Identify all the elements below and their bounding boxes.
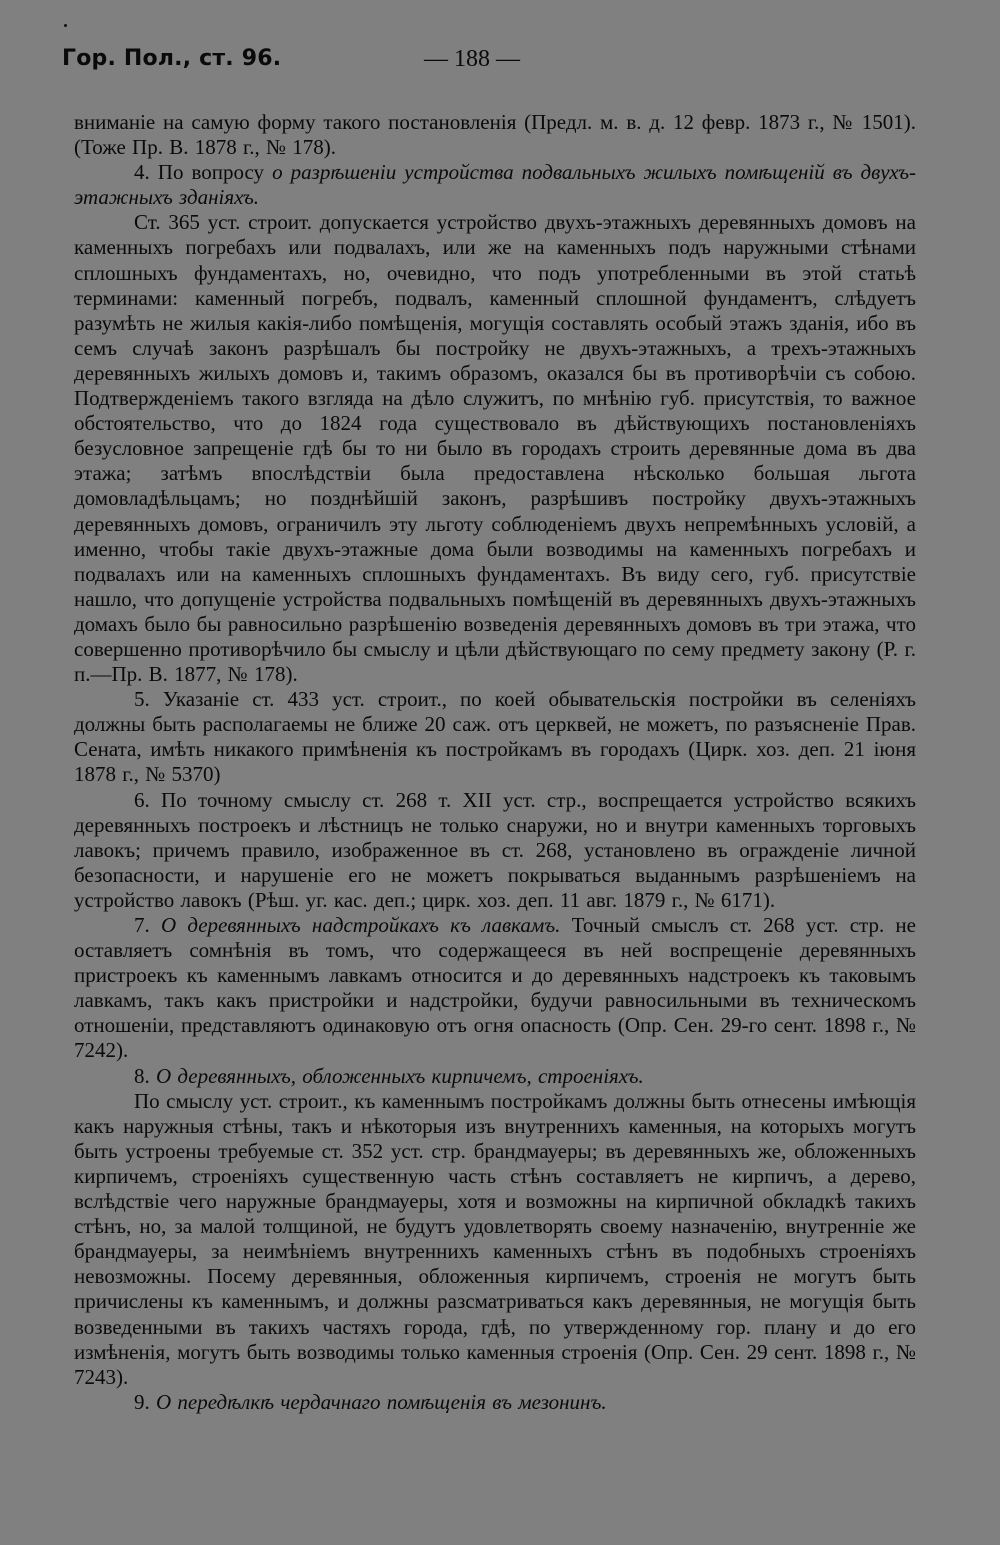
section-number: 9. <box>134 1389 156 1414</box>
paragraph-text: Ст. 365 уст. строит. допускается устройство двухъ-этажныхъ деревянныхъ домовъ на каменныхъ погребахъ или подвалахъ, или же на каменныхъ подъ наружными стѣнами сплошныхъ фундаментахъ, но, очевидно, что подъ употребленными въ этой статьѣ терминами: каменный погребъ, подвалъ, каменный сплошной фундаментъ, слѣдуетъ разумѣть не жилыя какія-либо помѣщенія, могущія составлять особый этажъ зданія, ибо въ семъ случаѣ законъ разрѣшалъ бы постройку не двухъ-этажныхъ, а трехъ-этажныхъ деревянныхъ жилыхъ домовъ и, такимъ образомъ, оказался бы въ противорѣчіи съ собою. Подтвержденіемъ такого взгляда на дѣло служитъ, по мнѣнію губ. присутствія, то важное обстоятельство, что до 1824 года существовало въ дѣйствующихъ постановленіяхъ безусловное запрещеніе гдѣ бы то ни было въ городахъ строить деревянные дома въ два этажа; затѣмъ впослѣдствіи была предоставлена нѣсколько большая льгота домовладѣльцамъ; но позднѣйшій законъ, разрѣшивъ постройку двухъ-этажныхъ деревянныхъ домовъ, ограничилъ эту льготу соблюденіемъ двухъ непремѣнныхъ условій, а именно, чтобы такіе двухъ-этажные дома были возводимы на каменныхъ погребахъ и подвалахъ или на каменныхъ сплошныхъ фундаментахъ. Въ виду сего, губ. присутствіе нашло, что допущеніе устройства подвальныхъ помѣщеній въ деревянныхъ двухъ-этажныхъ домахъ было бы равносильно разрѣшенію возведенія деревянныхъ домовъ въ три этажа, что совершенно противорѣчило бы смыслу и цѣли дѣйствующаго по сему предмету закону (Р. г. п.—Пр. В. 1877, № 178). <box>74 210 916 687</box>
paragraph-text: Точный смыслъ ст. 268 уст. стр. не оставляетъ сомнѣнія въ томъ, что содержащееся въ ней воспрещеніе деревянныхъ пристроекъ къ каменнымъ лавкамъ относится и до деревянныхъ надстроекъ къ таковымъ лавкамъ, такъ какъ пристройки и надстройки, будучи равносильными въ техническомъ отношеніи, представляютъ одинаковую отъ огня опасность (Опр. Сен. 29-го сент. 1898 г., № 7242). <box>74 913 916 1063</box>
page-number: — 188 — <box>424 46 520 72</box>
section-title: О передѣлкѣ чердачнаго помѣщенія въ мезонинъ. <box>156 1389 607 1414</box>
section-number: 8. <box>134 1063 156 1088</box>
paragraph-text: По смыслу уст. строит., къ каменнымъ постройкамъ должны быть отнесены имѣющія какъ наружныя стѣны, такъ и нѣкоторыя изъ внутреннихъ каменныя, на которыхъ могутъ быть устроены требуемые ст. 352 уст. стр. брандмауеры; въ деревянныхъ же, обложенныхъ кирпичемъ, строеніяхъ существенную часть стѣнъ составляетъ не кирпичъ, а дерево, вслѣдствіе чего наружные брандмауеры, хотя и возможны на кирпичной обкладкѣ такихъ стѣнъ, но, за малой толщиной, не будутъ удовлетворять своему назначенію, внутренніе же брандмауеры, за неимѣніемъ внутреннихъ каменныхъ стѣнъ въ подобныхъ строеніяхъ невозможны. Посему деревянныя, обложенныя кирпичемъ, строенія не могутъ быть причислены къ каменнымъ, и должны разсматриваться какъ деревянныя, не могущія быть возведенными въ такихъ частяхъ города, гдѣ, по утвержденному гор. плану и до его измѣненія, могутъ быть возводимы только каменныя строенія (Опр. Сен. 29 сент. 1898 г., № 7243). <box>74 1088 916 1389</box>
section-5 <box>74 687 916 787</box>
section-8-heading <box>74 1064 916 1089</box>
section-4-heading <box>74 160 916 210</box>
section-title: О деревянныхъ, обложенныхъ кирпичемъ, строеніяхъ. <box>156 1063 644 1088</box>
paragraph-continuation <box>74 110 916 160</box>
page-header <box>62 46 912 80</box>
section-number: 4. По вопросу <box>134 160 273 185</box>
paragraph-text: вниманіе на самую форму такого постановленія (Предл. м. в. д. 12 февр. 1873 г., № 1501). (Тоже Пр. В. 1878 г., № 178). <box>74 110 916 160</box>
paragraph-text: 6. По точному смыслу ст. 268 т. XII уст. стр., воспрещается устройство всякихъ деревянныхъ построекъ и лѣстницъ не только снаружи, но и внутри каменныхъ торговыхъ лавокъ; причемъ правило, изображенное въ ст. 268, установлено въ огражденіе личной безопасности, и нарушеніе его не можетъ покрываться выданнымъ разрѣшеніемъ на устройство лавокъ (Рѣш. уг. кас. деп.; цирк. хоз. деп. 11 авг. 1879 г., № 6171). <box>74 787 916 912</box>
running-head: Гор. Пол., ст. 96. <box>62 46 282 71</box>
section-8-body <box>74 1089 916 1390</box>
section-9-heading <box>74 1390 916 1415</box>
section-6 <box>74 788 916 913</box>
section-number: 7. <box>134 913 161 937</box>
section-7 <box>74 913 916 1064</box>
section-title: О деревянныхъ надстройкахъ къ лавкамъ. <box>160 913 561 937</box>
page-body <box>74 110 916 1415</box>
section-title: о разрѣшеніи устройства подвальныхъ жилыхъ помѣщеній въ двухъ-этажныхъ зданіяхъ. <box>74 160 916 210</box>
paragraph-text: 5. Указаніе ст. 433 уст. строит., по коей обывательскія постройки въ селеніяхъ должны быть располагаемы не ближе 20 саж. отъ церквей, не можетъ, по разъясненіе Прав. Сената, имѣть никакого примѣненія къ постройкамъ въ городахъ (Цирк. хоз. деп. 21 іюня 1878 г., № 5370) <box>74 687 916 787</box>
section-4-body <box>74 210 916 687</box>
ink-speck <box>64 24 67 27</box>
